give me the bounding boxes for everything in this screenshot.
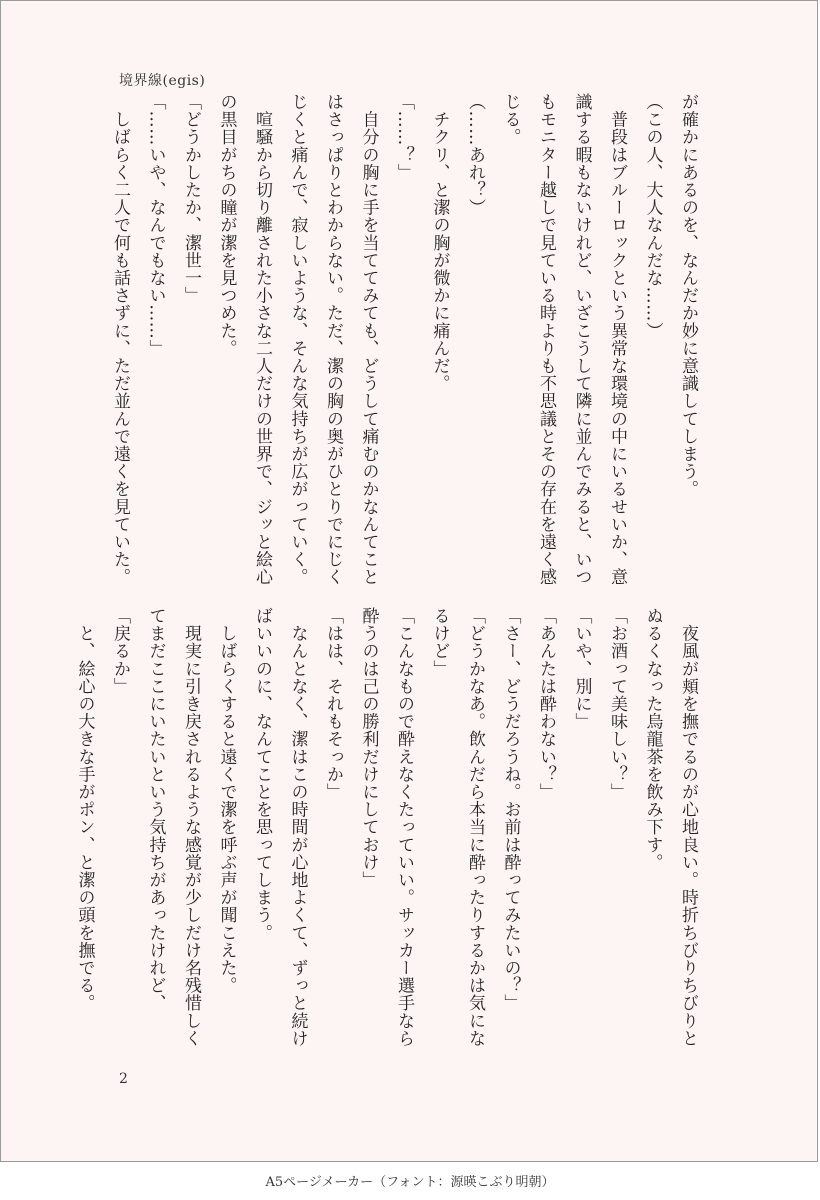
page-number: 2 (119, 1071, 128, 1087)
footer-credit: A5ページメーカー（フォント：源暎こぶり明朝） (265, 1175, 555, 1190)
body-text-lower-block: 夜風が頬を撫でるのが心地良い。時折ちびりちびりとぬるくなった烏龍茶を飲み下す。 「お酒って美味しい？」 「いや、別に」 「あんたは酔わない？」 「さー、どうだろうね。お前は酔ってみたいの？」 「どうかなあ。飲んだら本当に酔ったりするかは気になるけど」 「こんなもので酔えなくたっていい。サッカー選手なら酔うのは己の勝利だけにしておけ」 「はは、それもそっか」 なんとなく、潔はこの時間が心地よくて、ずっと続けばいいのに、なんてことを思ってしまう。 しばらくすると遠くで潔を呼ぶ声が聞こえた。 現実に引き戻されるような感覚が少しだけ名残惜しくてまだここにいたいという気持ちがあったけれど、 「戻るか」 と、絵心の大きな手がポン、と潔の頭を撫でる。 (74, 607, 698, 1047)
body-text-upper-block: が確かにあるのを、なんだか妙に意識してしまう。 （この人、大人なんだな……） 普段はブルーロックという異常な環境の中にいるせいか、意識する暇もないけれど、いざこうして隣に並んでみると、いつもモニター越しで見ている時よりも不思議とその存在を遠く感じる。 （……あれ？） チクリ、と潔の胸が微かに痛んだ。 「……？」 自分の胸に手を当ててみても、どうして痛むのかなんてことはさっぱりとわからない。ただ、潔の胸の奥がひとりでにじくじくと痛んで、寂しいような、そんな気持ちが広がっていく。 喧騒から切り離された小さな二人だけの世界で、ジッと絵心の黒目がちの瞳が潔を見つめた。 「どうかしたか、潔世一」 「……いや、なんでもない……」 しばらく二人で何も話さずに、ただ並んで遠くを見ていた。 (110, 93, 698, 586)
running-title: 境界線(egis) (119, 73, 206, 89)
